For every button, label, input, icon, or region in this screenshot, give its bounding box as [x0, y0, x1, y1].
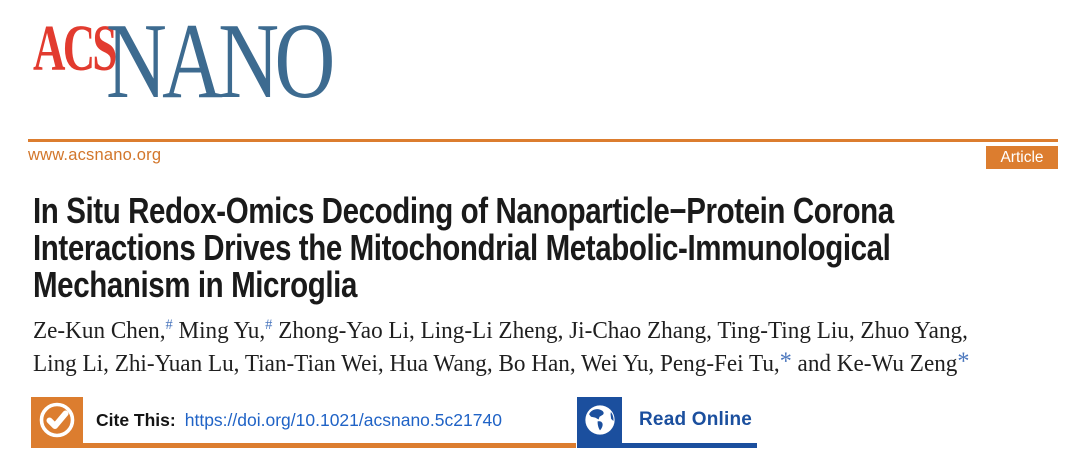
logo-nano-text: NANO [106, 2, 331, 121]
article-type-badge: Article [986, 146, 1058, 169]
read-online-iconbox [577, 397, 622, 448]
cite-this-label: Cite This: [96, 409, 176, 430]
acs-nano-logo [0, 0, 400, 120]
logo-acs-text: ACS [33, 12, 115, 85]
cite-iconbox [31, 397, 83, 448]
check-icon [38, 401, 76, 444]
author-names: Zhong-Yao Li, Ling-Li Zheng, Ji-Chao Zhang, Ting-Ting Liu, Zhuo Yang, [272, 318, 968, 344]
doi-link[interactable]: https://doi.org/10.1021/acsnano.5c21740 [184, 409, 502, 430]
author-affiliation-marker: # [165, 317, 173, 333]
article-title-line-1: In Situ Redox-Omics Decoding of Nanoparticle−Protein Corona [33, 190, 894, 231]
author-names: and Ke-Wu Zeng [791, 351, 958, 377]
author-affiliation-marker: # [265, 317, 273, 333]
masthead-rule [28, 139, 1058, 142]
read-online-button[interactable] [577, 397, 757, 448]
article-title [33, 192, 1083, 303]
author-names: Ming Yu, [172, 318, 266, 344]
cite-this-bar [31, 397, 576, 448]
globe-icon [583, 403, 617, 442]
article-title-line-3: Mechanism in Microglia [33, 264, 357, 305]
author-line-2 [33, 349, 1090, 379]
author-list [33, 316, 1090, 379]
author-line-1 [33, 316, 1090, 349]
read-online-label: Read Online [639, 409, 753, 430]
author-names: Ze-Kun Chen, [33, 318, 166, 344]
read-online-content [622, 397, 757, 448]
article-title-line-2: Interactions Drives the Mitochondrial Metabolic-Immunological [33, 227, 891, 268]
journal-url-link[interactable]: www.acsnano.org [28, 146, 162, 164]
author-names: Ling Li, Zhi-Yuan Lu, Tian-Tian Wei, Hua Wang, Bo Han, Wei Yu, Peng-Fei Tu, [33, 351, 780, 377]
cite-content [83, 397, 576, 448]
corresponding-author-marker: * [779, 348, 792, 375]
corresponding-author-marker: * [957, 348, 970, 375]
